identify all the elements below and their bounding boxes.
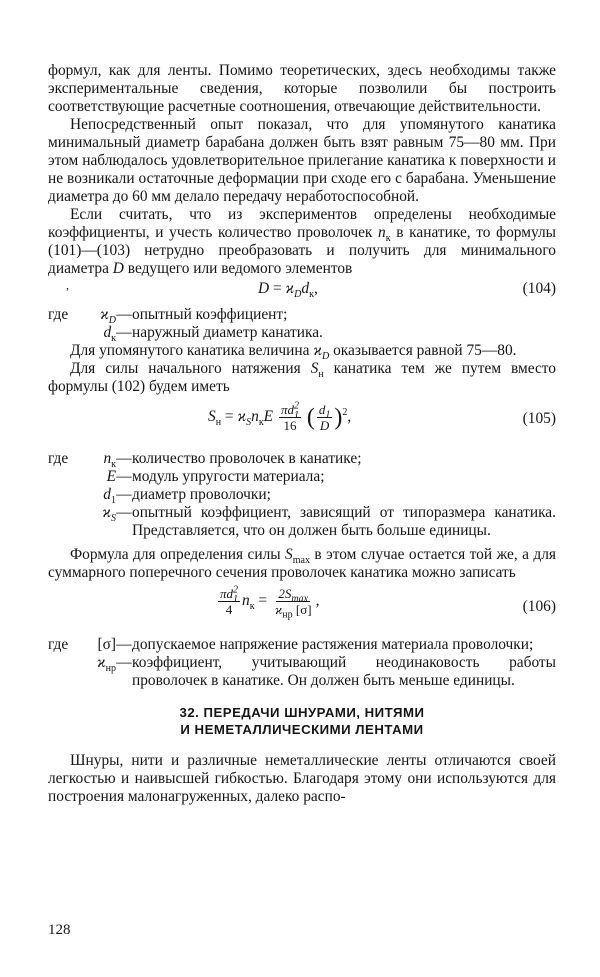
definition-item: где $ϰ_D$ — опытный коэффициент;: [48, 306, 288, 327]
definitions-104: [48, 306, 556, 345]
page-text: [48, 62, 556, 806]
page-number: 128: [48, 922, 71, 938]
definition-item: $d_1$ — диаметр проволочки;: [103, 486, 271, 507]
definition-item: где $n_к$ — количество проволочек в канатике;: [48, 450, 362, 471]
formula-106: $\frac{\pi d^2_1}{4}$ $n_к$ = $\frac{2S_{max}}{ϰ_{нр} [\sigma]}$ , (106): [220, 584, 556, 621]
definition-item: $d_к$ — наружный диаметр канатика.: [103, 324, 323, 345]
formula-105: $S_н = ϰ_Sn_кE$ $\frac{\pi d^2_1}{16}$ ( $\frac{d_1}{D}$ )$^2$, (105): [208, 400, 556, 433]
paragraph: Если считать, что из экспериментов определены необходимые коэффициенты, и учесть количество проволочек $n_к$ в канатике, то формулы (101)—(103) нетрудно преобразовать и получить для минимального диаметра D ведущего или ведомого элементов: [48, 206, 557, 277]
section-heading: 32. ПЕРЕДАЧИ ШНУРАМИ, НИТЯМИ И НЕМЕТАЛЛИЧЕСКИМИ ЛЕНТАМИ: [179, 705, 425, 737]
definition-item: где [σ] — допускаемое напряжение растяжения материала проволочки;: [48, 636, 534, 653]
equation-number: (106): [522, 598, 556, 615]
formula-104: , $D = ϰ_Dd_к$, (104): [66, 278, 556, 301]
paragraph: Для силы начального натяжения $S_н$ канатика тем же путем вместо формулы (102) будем иметь: [48, 360, 557, 395]
definitions-106: [48, 636, 556, 690]
definition-item: E — модуль упругости материала;: [106, 468, 325, 485]
paragraph: Непосредственный опыт показал, что для упомянутого канатика минимальный диаметр барабана должен быть взят равным 75—80 мм. При этом наблюдалось удовлетворительное прилегание канатика к поверхности и не возникали остаточные деформации при сходе его с барабана. Уменьшение диаметра до 60 мм делало передачу неработоспособной.: [48, 116, 556, 205]
definition-item: $ϰ_S$ — опытный коэффициент, зависящий от типоразмера канатика. Представляется, что он должен быть больше единицы.: [102, 504, 556, 539]
definition-item: $ϰ_{нр}$ — коэффициент, учитывающий неодинаковость работы проволочек в канатике. Он должен быть меньше единицы.: [96, 654, 556, 689]
paragraph: Шнуры, нити и различные неметаллические ленты отличаются своей легкостью и наивысшей гибкостью. Благодаря этому они используются для построения малонагруженных, далеко распо-: [48, 752, 556, 805]
definitions-105: [48, 450, 556, 540]
paragraph: Формула для определения силы $S_{max}$ в этом случае остается той же, а для суммарного поперечного сечения проволочек канатика можно записать: [48, 546, 556, 581]
paragraph: Для упомянутого канатика величина $ϰ_D$ оказывается равной 75—80.: [70, 342, 517, 363]
paragraph: формул, как для ленты. Помимо теоретических, здесь необходимы также экспериментальные сведения, которые позволили бы построить соответствующие расчетные соотношения, отвечающие действительности.: [48, 62, 556, 115]
equation-number: (105): [522, 410, 556, 427]
equation-number: (104): [522, 280, 556, 297]
